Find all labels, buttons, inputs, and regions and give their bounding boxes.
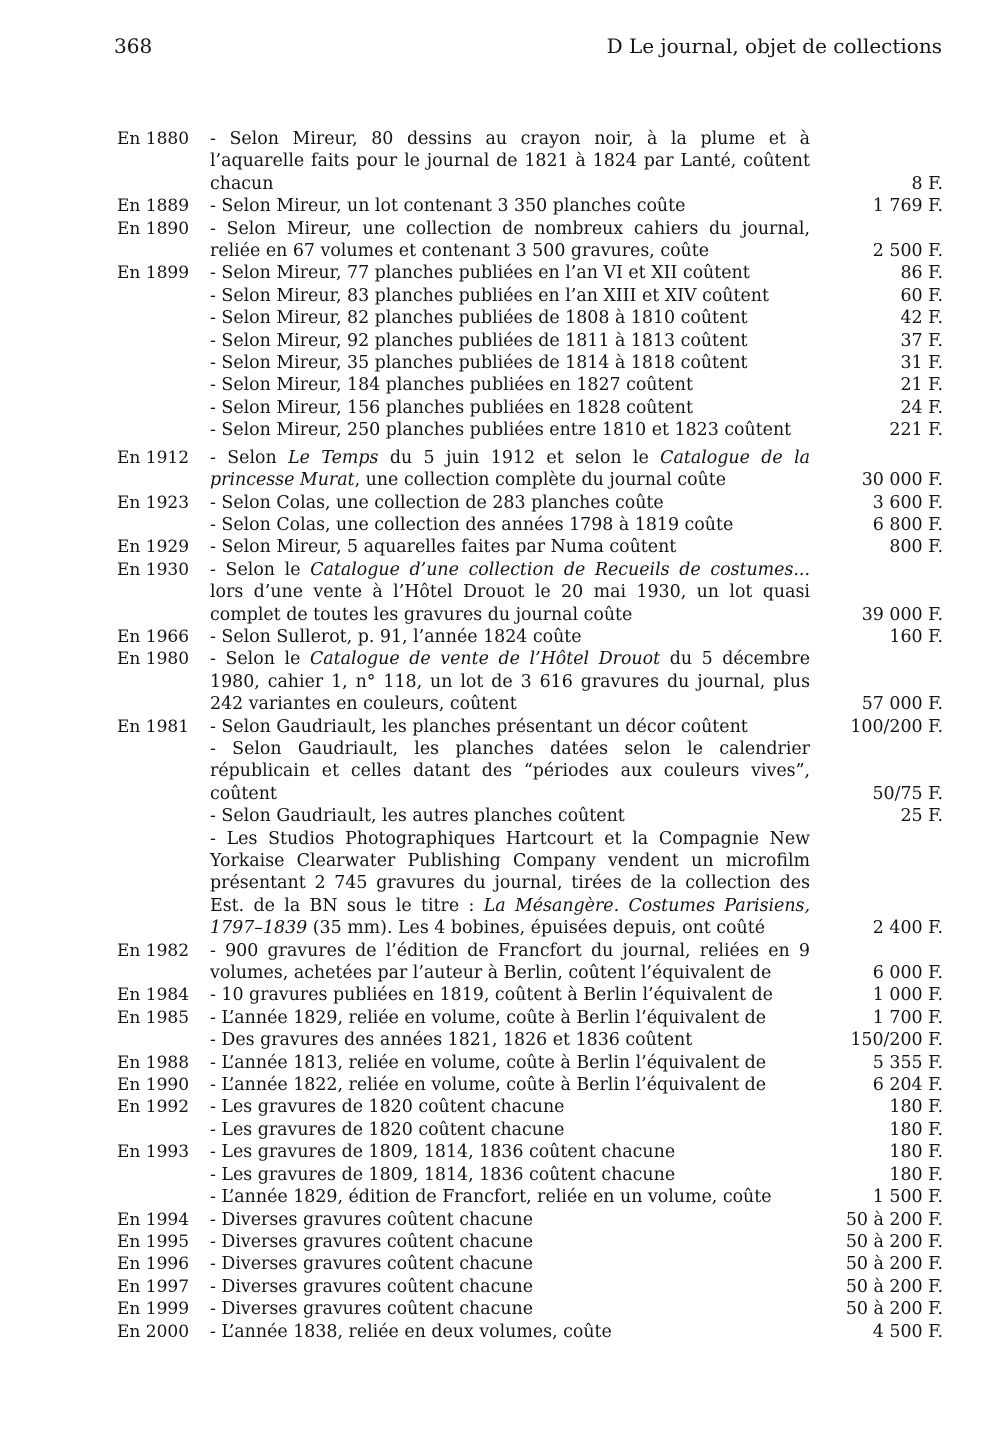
entry-items [210,1231,943,1253]
item-description [210,1298,810,1320]
item-price: 180 F. [889,1097,943,1118]
item-price: 50 à 200 F. [845,1299,943,1320]
year-entry [117,648,943,715]
entry-year: En 1889 [117,196,190,217]
entry-items [210,940,943,985]
description-text: - Selon Mireur, 250 planches publiées entre 1810 et 1823 coûtent [210,420,792,441]
item-price: 24 F. [900,397,943,418]
italic-title: Catalogue d’une collection de Recueils de costumes... [310,559,810,580]
item-description [210,738,810,805]
price-item [210,1186,943,1208]
entry-year: En 1992 [117,1097,190,1118]
year-entry [117,1096,943,1141]
item-price: 31 F. [900,353,943,374]
entry-year: En 1923 [117,492,190,513]
price-item [210,285,943,307]
item-price: 57 000 F. [861,694,943,715]
item-price: 50 à 200 F. [845,1254,943,1275]
year-entry [117,1253,943,1275]
entry-year: En 1912 [117,447,190,468]
item-description [210,1209,810,1231]
price-item [210,716,943,738]
italic-title: Le Temps [288,447,379,468]
item-price: 2 400 F. [872,918,943,939]
price-item [210,1253,943,1275]
entry-items [210,195,943,217]
description-text: - Selon Mireur, un lot contenant 3 350 planches coûte [210,196,686,217]
item-description [210,195,810,217]
item-description [210,1231,810,1253]
italic-title: Catalogue de la princesse Murat [210,447,810,491]
description-text: - Selon [210,447,289,468]
price-item [210,1321,943,1343]
year-entry [117,128,943,195]
price-item [210,374,943,396]
entry-items [210,1007,943,1052]
item-description [210,1253,810,1275]
description-text: - Diverses gravures coûtent chacune [210,1276,534,1297]
item-description [210,1029,810,1051]
year-entry [117,1007,943,1052]
entry-year: En 1994 [117,1209,190,1230]
entry-items [210,536,943,558]
entry-year: En 1899 [117,263,190,284]
item-description [210,1096,810,1118]
entry-items [210,1096,943,1141]
price-item [210,1074,943,1096]
description-text: - Les gravures de 1820 coûtent chacune [210,1119,565,1140]
entry-items [210,648,943,715]
price-item [210,1096,943,1118]
entry-items [210,1298,943,1320]
price-item [210,262,943,284]
item-description [210,1141,810,1163]
entry-year: En 1993 [117,1142,190,1163]
year-entry [117,447,943,492]
item-description [210,1119,810,1141]
item-price: 800 F. [889,537,943,558]
price-item [210,330,943,352]
description-text: - Selon Mireur, 35 planches publiées de 1814 à 1818 coûtent [210,353,748,374]
entry-items [210,218,943,263]
description-text: - Selon Colas, une collection des années 1798 à 1819 coûte [210,514,734,535]
item-description [210,1186,810,1208]
description-text: - Selon Mireur, 92 planches publiées de 1811 à 1813 coûtent [210,330,748,351]
entry-year: En 1999 [117,1299,190,1320]
item-price: 180 F. [889,1164,943,1185]
item-price: 6 204 F. [872,1075,943,1096]
item-description [210,447,810,492]
item-price: 5 355 F. [872,1052,943,1073]
running-title: D Le journal, objet de collections [606,34,942,58]
entry-year: En 1990 [117,1075,190,1096]
description-text: - Selon Mireur, 5 aquarelles faites par Numa coûtent [210,537,677,558]
description-text: - L’année 1829, édition de Francfort, reliée en un volume, coûte [210,1187,772,1208]
price-item [210,307,943,329]
entry-items [210,626,943,648]
description-text: - Selon Gaudriault, les planches présentant un décor coûtent [210,716,748,737]
year-entry [117,195,943,217]
description-text: - Selon Mireur, 77 planches publiées en l’an VI et XII coûtent [210,263,750,284]
year-entry [117,1321,943,1343]
entry-year: En 1890 [117,218,190,239]
entry-year: En 1996 [117,1254,190,1275]
item-description [210,307,810,329]
price-item [210,218,943,263]
item-description [210,1052,810,1074]
description-text: - 900 gravures de l’édition de Francfort du journal, reliées en 9 volumes, achetées par l’auteur à Berlin, coûtent l’équivalent de [210,940,810,984]
item-price: 50 à 200 F. [845,1276,943,1297]
price-item [210,397,943,419]
year-entry [117,1276,943,1298]
item-price: 30 000 F. [861,470,943,491]
item-description [210,492,810,514]
entry-items [210,262,943,441]
description-text: - L’année 1822, reliée en volume, coûte à Berlin l’équivalent de [210,1075,767,1096]
year-entry [117,626,943,648]
description-text: - Selon Mireur, une collection de nombreux cahiers du journal, reliée en 67 volumes et contenant 3 500 gravures, coûte [210,218,810,262]
year-entry [117,1074,943,1096]
price-item [210,1231,943,1253]
item-description [210,1074,810,1096]
price-item [210,419,943,441]
price-item [210,492,943,514]
description-text: (35 mm). Les 4 bobines, épuisées depuis, ont coûté [307,918,765,939]
description-text: du 5 décembre 1980, cahier 1, n° 118, un lot de 3 616 gravures du journal, plus 242 variantes en couleurs, coûtent [210,649,810,715]
year-entry [117,716,943,940]
entry-year: En 1930 [117,559,190,580]
year-entry [117,940,943,985]
item-price: 180 F. [889,1142,943,1163]
price-item [210,195,943,217]
item-price: 1 700 F. [872,1007,943,1028]
item-price: 180 F. [889,1119,943,1140]
price-item [210,1209,943,1231]
item-price: 1 000 F. [872,985,943,1006]
year-entry [117,1231,943,1253]
entry-items [210,559,943,626]
description-text: - Diverses gravures coûtent chacune [210,1254,534,1275]
entry-year: En 1966 [117,626,190,647]
description-text: - Des gravures des années 1821, 1826 et 1836 coûtent [210,1030,693,1051]
description-text: - Selon Colas, une collection de 283 planches coûte [210,492,664,513]
entry-items [210,1321,943,1343]
entry-items [210,1052,943,1074]
item-price: 4 500 F. [872,1321,943,1342]
item-description [210,514,810,536]
description-text: - Selon Mireur, 80 dessins au crayon noir, à la plume et à l’aquarelle faits pour le journal de 1821 à 1824 par Lanté, coûtent chacun [210,129,810,194]
description-text: - Selon Sullerot, p. 91, l’année 1824 coûte [210,626,582,647]
price-item [210,940,943,985]
year-entry [117,262,943,441]
entry-year: En 1929 [117,537,190,558]
price-item [210,626,943,648]
item-price: 39 000 F. [861,604,943,625]
year-entry [117,1298,943,1320]
description-text: - Selon le [210,649,310,670]
entry-year: En 1980 [117,649,190,670]
item-description [210,716,810,738]
year-entry [117,1209,943,1231]
price-item [210,1164,943,1186]
price-item [210,514,943,536]
description-text: - L’année 1838, reliée en deux volumes, coûte [210,1321,612,1342]
page-number: 368 [114,34,153,58]
description-text: - Diverses gravures coûtent chacune [210,1231,534,1252]
description-text: du 5 juin 1912 et selon le [378,447,661,468]
description-text: - Selon Mireur, 83 planches publiées en l’an XIII et XIV coûtent [210,285,769,306]
item-price: 37 F. [900,330,943,351]
year-entry [117,984,943,1006]
year-entry [117,1052,943,1074]
description-text: - Selon Mireur, 184 planches publiées en 1827 coûtent [210,375,693,396]
entry-items [210,447,943,492]
price-item [210,352,943,374]
page-header [114,34,942,64]
item-price: 1 500 F. [872,1187,943,1208]
item-description [210,805,810,827]
item-description [210,626,810,648]
item-price: 60 F. [900,285,943,306]
description-text: - Les gravures de 1809, 1814, 1836 coûtent chacune [210,1142,676,1163]
year-entry [117,218,943,263]
price-item [210,1029,943,1051]
item-price: 1 769 F. [872,196,943,217]
price-item [210,828,943,940]
item-description [210,128,810,195]
description-text: - Selon le [210,559,311,580]
item-description [210,218,810,263]
item-description [210,984,810,1006]
price-list [117,128,943,1343]
entry-items [210,492,943,537]
entry-year: En 1982 [117,940,190,961]
item-price: 25 F. [900,806,943,827]
description-text: - Selon Mireur, 156 planches publiées en 1828 coûtent [210,397,693,418]
description-text: - L’année 1829, reliée en volume, coûte à Berlin l’équivalent de [210,1007,767,1028]
item-description [210,536,810,558]
item-description [210,285,810,307]
item-description [210,397,810,419]
item-description [210,648,810,715]
item-description [210,419,810,441]
item-price: 6 000 F. [872,963,943,984]
item-description [210,330,810,352]
item-price: 21 F. [900,375,943,396]
item-price: 50/75 F. [872,783,943,804]
price-item [210,1141,943,1163]
item-price: 50 à 200 F. [845,1209,943,1230]
item-price: 42 F. [900,308,943,329]
entry-year: En 1995 [117,1231,190,1252]
description-text: - Les gravures de 1809, 1814, 1836 coûtent chacune [210,1164,676,1185]
entry-items [210,1276,943,1298]
description-text: - Diverses gravures coûtent chacune [210,1299,534,1320]
item-price: 2 500 F. [872,241,943,262]
entry-items [210,1253,943,1275]
price-item [210,1119,943,1141]
item-description [210,1321,810,1343]
entry-year: En 1984 [117,985,190,1006]
price-item [210,536,943,558]
description-text: - L’année 1813, reliée en volume, coûte à Berlin l’équivalent de [210,1052,767,1073]
item-price: 50 à 200 F. [845,1231,943,1252]
entry-year: En 1997 [117,1276,190,1297]
entry-year: En 2000 [117,1321,190,1342]
year-entry [117,492,943,537]
entry-year: En 1985 [117,1007,190,1028]
item-description [210,374,810,396]
item-price: 8 F. [911,173,943,194]
price-item [210,648,943,715]
item-description [210,1007,810,1029]
description-text: - Selon Mireur, 82 planches publiées de 1808 à 1810 coûtent [210,308,748,329]
entry-year: En 1988 [117,1052,190,1073]
item-description [210,262,810,284]
item-description [210,352,810,374]
item-price: 160 F. [889,626,943,647]
item-price: 100/200 F. [850,716,943,737]
year-entry [117,559,943,626]
entry-year: En 1880 [117,129,190,149]
price-item [210,447,943,492]
item-price: 3 600 F. [872,492,943,513]
price-item [210,984,943,1006]
entry-items [210,128,943,195]
price-item [210,805,943,827]
italic-title: Catalogue de vente de l’Hôtel Drouot [309,649,661,670]
price-item [210,1052,943,1074]
item-description [210,1276,810,1298]
entry-items [210,1074,943,1096]
description-text: - Selon Gaudriault, les autres planches coûtent [210,806,625,827]
description-text: - Les Studios Photographiques Hartcourt et la Compagnie New Yorkaise Clearwater Publishing Company vendent un microfilm présentant 2 745 gravures du journal, tirées de la collection des Est. de la BN sous le titre : [210,828,810,916]
price-item [210,559,943,626]
price-item [210,128,943,195]
item-price: 6 800 F. [872,514,943,535]
entry-items [210,1209,943,1231]
description-text: lors d’une vente à l’Hôtel Drouot le 20 mai 1930, un lot quasi complet de toutes les gravures du journal coûte [210,582,810,625]
entry-items [210,1141,943,1208]
entry-items [210,716,943,940]
description-text: - 10 gravures publiées en 1819, coûtent à Berlin l’équivalent de [210,985,773,1006]
item-price: 86 F. [900,263,943,284]
item-description [210,940,810,985]
italic-title: La Mésangère. Costumes Parisiens, 1797–1839 [210,895,810,939]
year-entry [117,536,943,558]
price-item [210,738,943,805]
year-entry [117,1141,943,1208]
item-description [210,828,810,940]
entry-items [210,984,943,1006]
item-price: 150/200 F. [850,1030,943,1051]
description-text: - Les gravures de 1820 coûtent chacune [210,1097,565,1118]
price-item [210,1276,943,1298]
description-text: - Selon Gaudriault, les planches datées selon le calendrier républicain et celles datant des “périodes aux couleurs vives”, coûtent [210,738,810,804]
description-text: - Diverses gravures coûtent chacune [210,1209,534,1230]
description-text: , une collection complète du journal coûte [354,470,727,491]
item-price: 221 F. [889,420,943,441]
price-item [210,1007,943,1029]
entry-year: En 1981 [117,716,190,737]
item-description [210,1164,810,1186]
item-description [210,559,810,626]
price-item [210,1298,943,1320]
